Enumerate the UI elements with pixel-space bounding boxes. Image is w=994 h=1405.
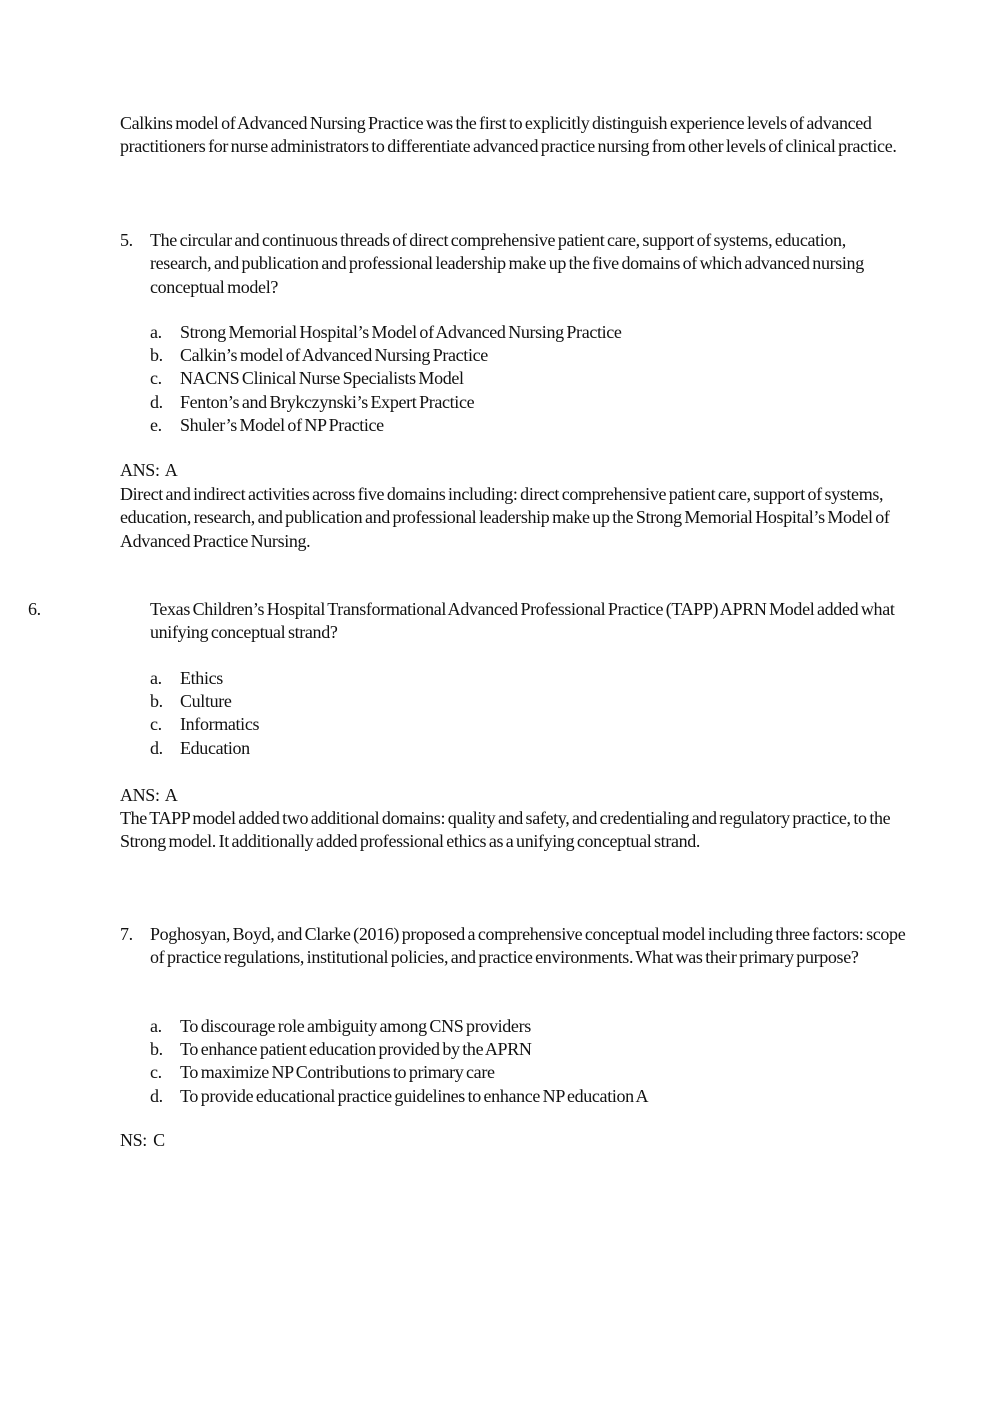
answer-key: NS: C <box>120 1130 165 1150</box>
option-letter: d. <box>150 1085 163 1106</box>
question-stem: The circular and continuous threads of direct comprehensive patient care, support of systems, education, research, and publication and professional leadership make up the five domains of which advanced nursing conceptual model? <box>150 230 864 297</box>
option-text: To provide educational practice guidelines to enhance NP education A <box>180 1085 649 1106</box>
option-letter: c. <box>150 714 162 735</box>
option-d[interactable] <box>150 737 890 760</box>
option-b[interactable] <box>150 1038 890 1061</box>
question-number: 6. <box>28 599 41 619</box>
answer-options <box>150 1015 890 1108</box>
option-letter: c. <box>150 1062 162 1083</box>
option-d[interactable] <box>150 1085 890 1108</box>
option-a[interactable] <box>150 667 890 690</box>
option-letter: a. <box>150 668 162 688</box>
previous-question-rationale: Calkins model of Advanced Nursing Practice was the first to explicitly distinguish experience levels of advanced practitioners for nurse administrators to differentiate advanced practice nursing from other levels of clinical practice. <box>120 113 897 157</box>
option-text: Strong Memorial Hospital’s Model of Advanced Nursing Practice <box>180 322 622 342</box>
option-c[interactable] <box>150 367 890 390</box>
question-stem: Poghosyan, Boyd, and Clarke (2016) proposed a comprehensive conceptual model including three factors: scope of practice regulations, institutional policies, and practice environments. What was their primary purpose? <box>150 924 906 968</box>
option-text: NACNS Clinical Nurse Specialists Model <box>180 368 464 389</box>
option-text: Shuler’s Model of NP Practice <box>180 414 384 435</box>
answer-rationale: Direct and indirect activities across five domains including: direct comprehensive patient care, support of systems, education, research, and publication and professional leadership make up the Strong Memorial Hospital’s Model of Advanced Practice Nursing. <box>120 484 890 551</box>
option-d[interactable] <box>150 391 890 414</box>
option-b[interactable] <box>150 344 890 367</box>
option-text: Culture <box>180 691 232 712</box>
option-text: Fenton’s and Brykczynski’s Expert Practice <box>180 391 475 412</box>
option-letter: c. <box>150 368 162 389</box>
answer-options <box>150 667 890 760</box>
option-letter: a. <box>150 1016 162 1036</box>
option-letter: b. <box>150 1039 163 1060</box>
answer-key: ANS: A <box>120 785 178 805</box>
option-letter: e. <box>150 414 162 435</box>
option-e[interactable] <box>150 414 890 437</box>
option-letter: b. <box>150 691 163 712</box>
option-text: To enhance patient education provided by the APRN <box>180 1039 532 1060</box>
option-letter: d. <box>150 391 163 412</box>
answer-options <box>150 321 890 437</box>
option-text: Informatics <box>180 714 260 735</box>
option-text: Calkin’s model of Advanced Nursing Practice <box>180 345 488 366</box>
option-a[interactable] <box>150 1015 890 1038</box>
answer-key: ANS: A <box>120 460 178 480</box>
option-text: Education <box>180 737 250 758</box>
option-c[interactable] <box>150 1061 890 1084</box>
option-text: To maximize NP Contributions to primary care <box>180 1062 495 1083</box>
option-b[interactable] <box>150 690 890 713</box>
option-letter: a. <box>150 322 162 342</box>
option-letter: d. <box>150 737 163 758</box>
option-text: Ethics <box>180 668 223 688</box>
question-number: 5. <box>120 230 133 250</box>
question-number: 7. <box>120 924 133 944</box>
answer-rationale: The TAPP model added two additional domains: quality and safety, and credentialing and regulatory practice, to the Strong model. It additionally added professional ethics as a unifying conceptual strand. <box>120 808 891 852</box>
option-c[interactable] <box>150 713 890 736</box>
option-letter: b. <box>150 345 163 366</box>
option-a[interactable] <box>150 321 890 344</box>
question-stem: Texas Children’s Hospital Transformational Advanced Professional Practice (TAPP) APRN Model added what unifying conceptual strand? <box>150 599 895 643</box>
option-text: To discourage role ambiguity among CNS providers <box>180 1016 531 1036</box>
